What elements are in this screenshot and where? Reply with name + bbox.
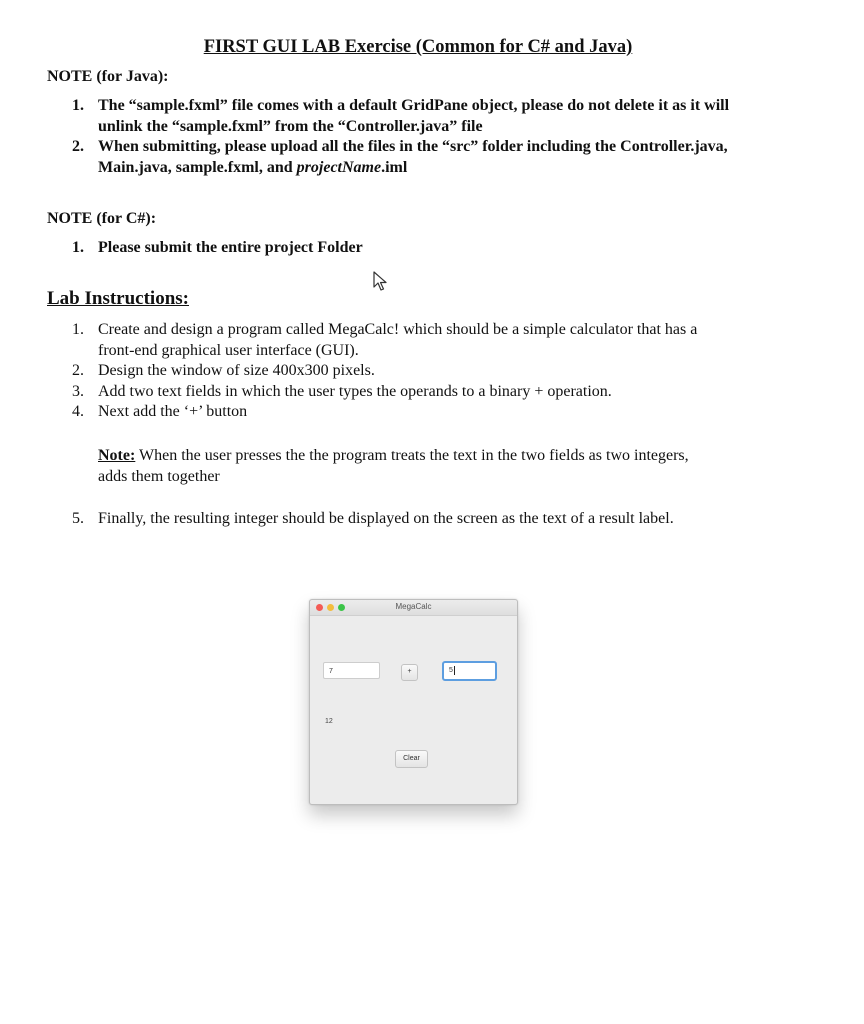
lab-instructions-heading: Lab Instructions: [47,288,189,309]
window-titlebar[interactable] [310,600,517,616]
operand-a-input[interactable]: 7 [323,662,380,679]
list-item: 1. The “sample.fxml” file comes with a default GridPane object, please do not delete it as it will unlink the “sample.fxml” from the “Controller.java” file [72,97,730,135]
text-caret [454,666,455,675]
clear-button[interactable]: Clear [395,750,428,768]
window-title: MegaCalc [395,602,432,611]
operand-b-input[interactable] [442,661,497,681]
lab-note-label: Note: [98,447,136,464]
csharp-note-heading: NOTE (for C#): [47,210,157,227]
list-item: 1. Create and design a program called MegaCalc! which should be a simple calculator that has a front-end graphical user interface (GUI). [72,321,698,359]
java-note-list [72,96,732,178]
operand-b-value: 5 [449,667,453,674]
add-button[interactable]: + [401,664,418,681]
megacalc-window [309,599,518,805]
lab-instructions-list [72,320,732,423]
list-item: 1. Please submit the entire project Folder [72,239,363,256]
lab-note: Note: When the user presses the the program treats the text in the two fields as two integers, adds them together [98,447,689,485]
page-title: FIRST GUI LAB Exercise (Common for C# and Java) [203,37,633,57]
csharp-note-list [72,238,732,259]
list-item: 3. Add two text fields in which the user types the operands to a binary + operation. [72,382,612,400]
list-item: 4. Next add the ‘+’ button [72,403,248,420]
result-label: 12 [325,718,333,725]
lab-instructions-list-continued [72,509,732,530]
list-item: 2. When submitting, please upload all the files in the “src” folder including the Controller.java, Main.java, sample.fxml, and projectName.iml [72,138,728,176]
java-note-heading: NOTE (for Java): [47,68,169,85]
mouse-pointer-icon [373,271,389,291]
list-item: 5. Finally, the resulting integer should be displayed on the screen as the text of a result label. [72,510,674,527]
list-item: 2. Design the window of size 400x300 pixels. [72,362,375,379]
